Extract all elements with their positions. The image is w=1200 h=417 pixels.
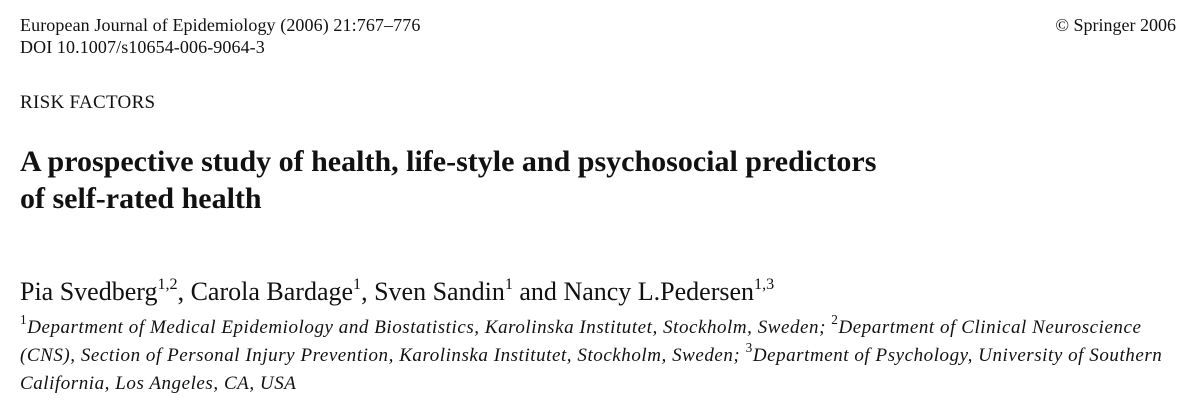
affiliation-text: Department of Clinical Neuroscience (CNS), Section of Personal Injury Prevention, Karolinska Institutet, Stockholm, Sweden; [20, 317, 1142, 366]
author-separator: and [512, 277, 564, 306]
copyright-notice: © Springer 2006 [1055, 15, 1176, 35]
author-affiliation-marker: 1 [504, 275, 513, 293]
affiliation-text: Department of Psychology, University of Southern California, Los Angeles, CA, USA [20, 345, 1163, 394]
affiliation-marker: 2 [831, 312, 839, 328]
author-name: Sven Sandin [374, 277, 505, 306]
author-name: Nancy L.Pedersen [563, 277, 755, 306]
author-separator: , [177, 277, 191, 306]
author-name: Pia Svedberg [20, 277, 158, 306]
affiliation-marker: 1 [20, 312, 28, 328]
article-title [20, 143, 1120, 217]
affiliation-list [20, 314, 1185, 398]
author-affiliation-marker: 1,3 [754, 275, 775, 293]
journal-citation: European Journal of Epidemiology (2006) 21:767–776 [20, 15, 421, 35]
title-line-1: A prospective study of health, life-style and psychosocial predictors [20, 145, 877, 178]
affiliation-marker: 3 [745, 340, 753, 356]
affiliation-text: Department of Medical Epidemiology and Biostatistics, Karolinska Institutet, Stockholm, Sweden; [27, 317, 832, 338]
section-label: RISK FACTORS [20, 92, 156, 113]
author-separator: , [361, 277, 375, 306]
doi: DOI 10.1007/s10654-006-9064-3 [20, 37, 265, 57]
author-list [20, 276, 774, 308]
author-affiliation-marker: 1 [353, 275, 362, 293]
author-affiliation-marker: 1,2 [157, 275, 178, 293]
author-name: Carola Bardage [190, 277, 354, 306]
title-line-2: of self-rated health [20, 182, 262, 215]
